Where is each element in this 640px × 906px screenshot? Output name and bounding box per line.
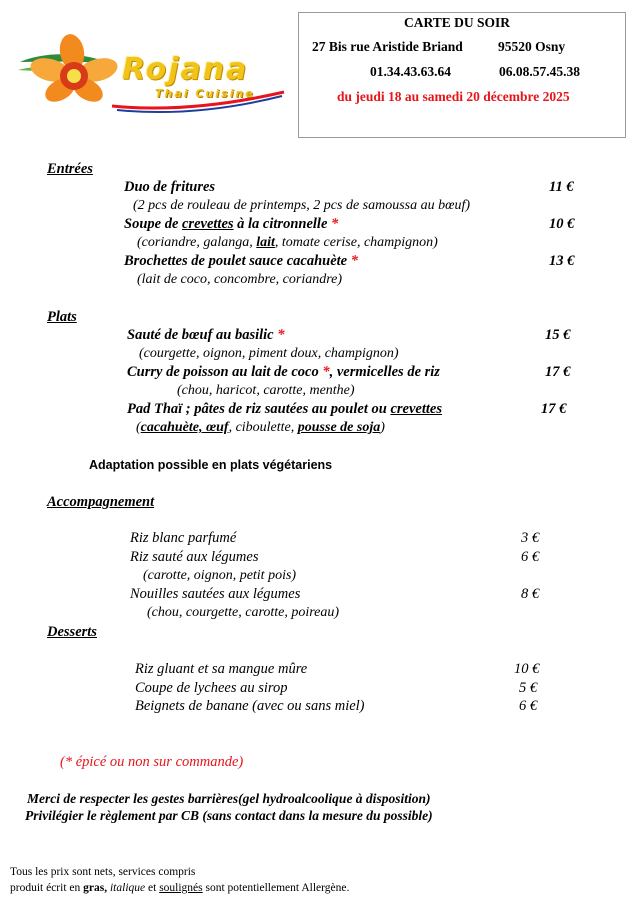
entree-1-desc: (2 pcs de rouleau de printemps, 2 pcs de samoussa au bœuf) <box>133 198 471 213</box>
side-1-price: 3 € <box>521 530 540 546</box>
side-2-desc: (carotte, oignon, petit pois) <box>143 568 297 583</box>
entree-3-name: Brochettes de poulet sauce cacahuète * <box>124 253 358 269</box>
entree-2-name: Soupe de crevettes à la citronnelle * <box>124 216 339 232</box>
spicy-note: (* épicé ou non sur commande) <box>60 754 244 770</box>
footer-allergen-note: produit écrit en gras, italique et soulignés sont potentiellement Allergène. <box>10 882 350 894</box>
address-city: 95520 Osny <box>498 39 566 54</box>
entree-1-name: Duo de fritures <box>124 179 216 195</box>
vegetarian-note: Adaptation possible en plats végétariens <box>89 458 333 472</box>
side-2-price: 6 € <box>521 549 540 565</box>
side-3-name: Nouilles sautées aux légumes <box>130 586 301 602</box>
brand-name: Rojana <box>122 52 249 87</box>
address-street: 27 Bis rue Aristide Briand <box>312 39 463 54</box>
plat-1-desc: (courgette, oignon, piment doux, champignon) <box>139 346 399 361</box>
dessert-3-name: Beignets de banane (avec ou sans miel) <box>135 698 365 714</box>
side-3-desc: (chou, courgette, carotte, poireau) <box>147 605 340 620</box>
dessert-1-price: 10 € <box>514 661 540 677</box>
dessert-2-name: Coupe de lychees au sirop <box>135 680 288 696</box>
date-range: du jeudi 18 au samedi 20 décembre 2025 <box>337 89 570 104</box>
plat-1-price: 15 € <box>545 327 571 343</box>
plat-2-desc: (chou, haricot, carotte, menthe) <box>177 383 355 398</box>
side-2-name: Riz sauté aux légumes <box>130 549 259 565</box>
entree-2-price: 10 € <box>549 216 575 232</box>
section-plats-heading: Plats <box>47 309 77 325</box>
side-1-name: Riz blanc parfumé <box>130 530 237 546</box>
phone-1: 01.34.43.63.64 <box>370 64 451 79</box>
entree-3-desc: (lait de coco, concombre, coriandre) <box>137 272 343 287</box>
dessert-2-price: 5 € <box>519 680 538 696</box>
entree-2-desc: (coriandre, galanga, lait, tomate cerise, champignon) <box>137 235 438 250</box>
plat-2-price: 17 € <box>545 364 571 380</box>
plat-1-name: Sauté de bœuf au basilic * <box>127 327 285 343</box>
plat-3-name: Pad Thaï ; pâtes de riz sautées au poulet ou crevettes <box>127 401 442 417</box>
footer-prices-note: Tous les prix sont nets, services compris <box>10 866 196 878</box>
dessert-1-name: Riz gluant et sa mangue mûre <box>135 661 308 677</box>
plat-3-price: 17 € <box>541 401 567 417</box>
payment-notice: Privilégier le règlement par CB (sans contact dans la mesure du possible) <box>25 808 433 823</box>
section-accompagnement-heading: Accompagnement <box>47 494 155 510</box>
brand-subtitle: Thai Cuisine <box>155 87 255 100</box>
plat-3-desc: (cacahuète, œuf, ciboulette, pousse de soja) <box>136 420 385 435</box>
hygiene-notice: Merci de respecter les gestes barrières(gel hydroalcoolique à disposition) <box>27 791 431 806</box>
entree-1-price: 11 € <box>549 179 574 195</box>
dessert-3-price: 6 € <box>519 698 538 714</box>
phone-2: 06.08.57.45.38 <box>499 64 580 79</box>
menu-title: CARTE DU SOIR <box>404 15 511 30</box>
section-entrees-heading: Entrées <box>47 161 93 177</box>
section-desserts-heading: Desserts <box>47 624 97 640</box>
plat-2-name: Curry de poisson au lait de coco *, vermicelles de riz <box>127 364 440 380</box>
entree-3-price: 13 € <box>549 253 575 269</box>
side-3-price: 8 € <box>521 586 540 602</box>
